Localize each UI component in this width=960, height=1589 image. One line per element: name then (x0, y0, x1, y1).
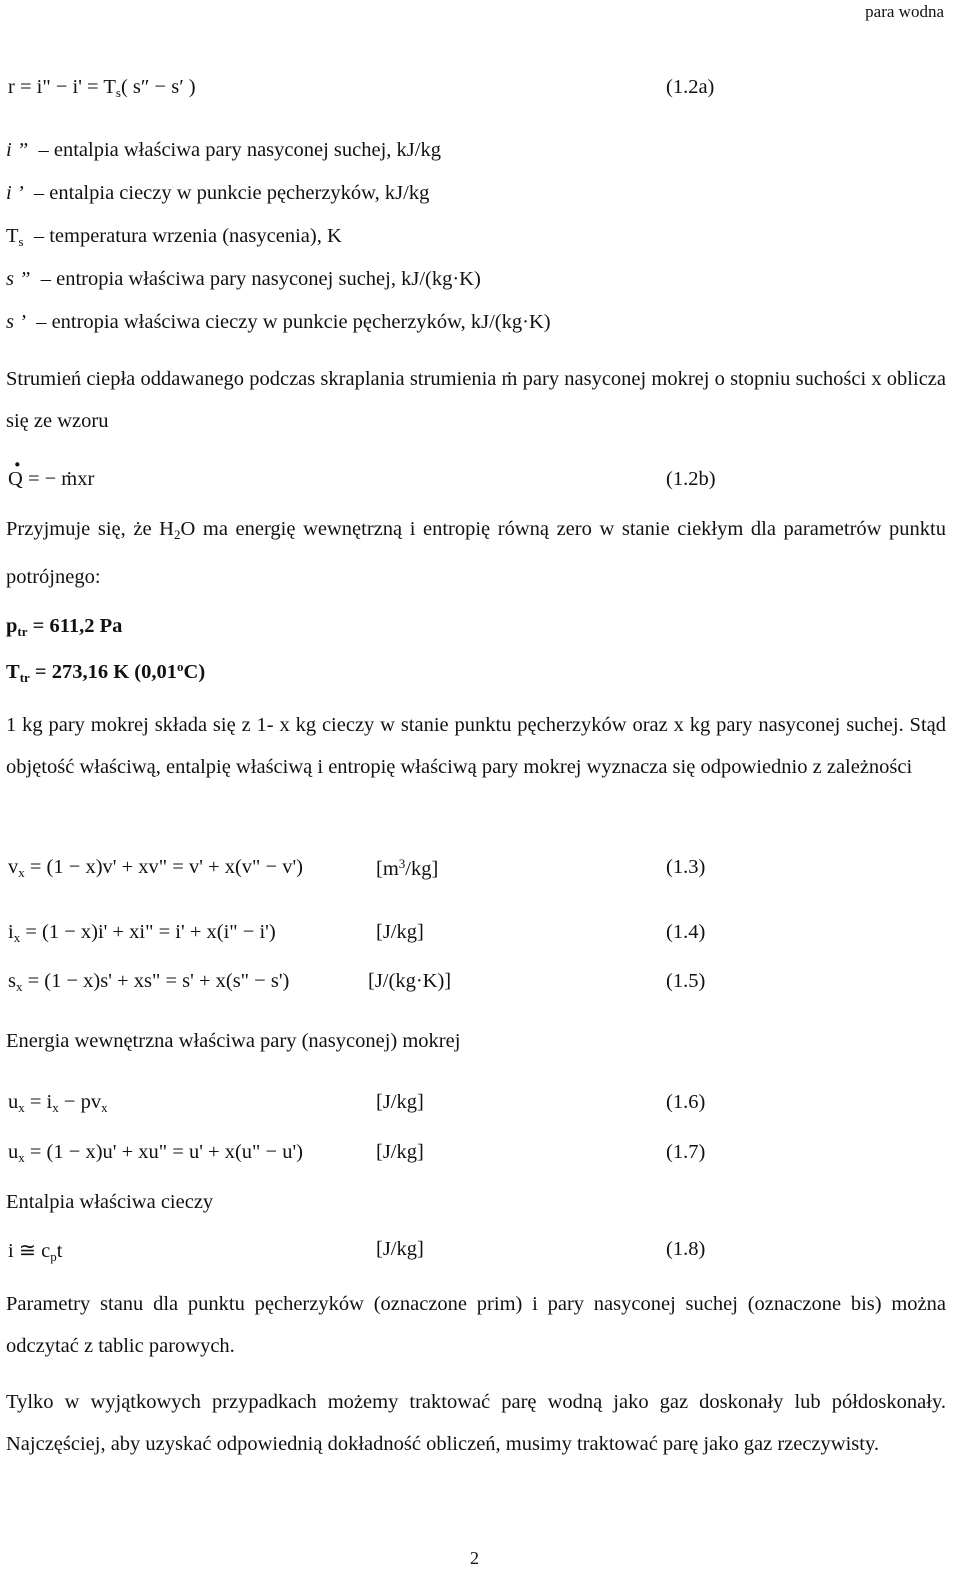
eq-tail-sub: x (101, 1100, 108, 1115)
value-end: C) (183, 661, 206, 683)
running-header: para wodna (865, 2, 944, 21)
triple-point-temperature (6, 659, 205, 686)
equation-number: (1.2a) (666, 76, 715, 98)
definition-symbol: i ’ (6, 182, 24, 204)
definition-symbol: i ” (6, 139, 29, 161)
equation-number: (1.3) (666, 856, 706, 878)
heading-liquid-enthalpy: Entalpia właściwa cieczy (6, 1191, 214, 1213)
definition-row (6, 225, 342, 250)
eq-expr: = (1 − x)v' + xv" = v' + x(v" − v') (24, 856, 303, 878)
eq-lhs: r (8, 76, 15, 98)
equation-unit: [J/kg] (376, 1238, 424, 1260)
eq-symbol: v (8, 856, 19, 878)
value: = 611,2 Pa (27, 615, 123, 637)
eq-expr: = (1 − x)i' + xi" = i' + x(i" − i') (20, 921, 276, 943)
equation-1-5 (8, 970, 289, 995)
definition-symbol: T (6, 225, 19, 247)
equation-number: (1.2b) (666, 468, 716, 490)
eq-lhs: i ≅ c (8, 1240, 51, 1262)
definition-row (6, 139, 441, 162)
definition-text: – entropia właściwa cieczy w punkcie pęcherzyków, kJ/(kg·K) (36, 311, 551, 333)
equation-unit: [J/kg] (376, 921, 424, 943)
triple-point-pressure (6, 615, 122, 640)
eq-sub: x (18, 865, 25, 880)
equation-number: (1.8) (666, 1238, 706, 1260)
equation-number: (1.6) (666, 1091, 706, 1113)
equation-unit: [J/kg] (376, 1141, 424, 1163)
eq-expr: = − ṁxr (22, 468, 95, 490)
eq-expr: = (1 − x)s' + xs" = s' + x(s" − s') (22, 970, 290, 992)
definition-row (6, 311, 551, 334)
equation-1-8 (8, 1238, 62, 1265)
equation-1-3 (8, 856, 303, 881)
equation-1-7 (8, 1141, 303, 1166)
page-number: 2 (470, 1548, 479, 1568)
unit: [m (376, 858, 399, 880)
eq-sub: x (18, 1150, 25, 1165)
eq-lhs: · Q (8, 468, 23, 491)
eq-symbol: i (8, 921, 14, 943)
equation-1-2a (8, 76, 196, 101)
eq-symbol: s (8, 970, 16, 992)
eq-tail: t (56, 1240, 63, 1262)
definition-sub: s (18, 234, 24, 249)
equation-1-6 (8, 1091, 108, 1116)
equation-1-4 (8, 921, 276, 946)
paragraph-wet-steam: 1 kg pary mokrej składa się z 1- x kg cieczy w stanie punktu pęcherzyków oraz x kg pary nasyconej suchej. Stąd objętość właściwą, entalpię właściwą i entropię właściwą pary mokrej wyznacza się odpowiednio z zależności (6, 714, 946, 778)
definition-row (6, 268, 481, 291)
equation-unit: [J/(kg·K)] (368, 970, 452, 992)
subscript: 2 (173, 527, 181, 542)
paragraph-steam-tables: Parametry stanu dla punktu pęcherzyków (oznaczone prim) i pary nasyconej suchej (oznaczone bis) można odczytać z tablic parowych. (6, 1293, 946, 1357)
value: = 273,16 K (0,01 (29, 661, 178, 683)
paragraph-triple-point (6, 508, 946, 598)
symbol: T (6, 661, 20, 683)
definition-text: – entalpia cieczy w punkcie pęcherzyków, kJ/kg (33, 182, 430, 204)
text-run: O ma energię wewnętrzną i entropię równą zero w stanie ciekłym dla parametrów punktu potrójnego: (6, 518, 946, 588)
unit-sup: 3 (398, 856, 406, 871)
paragraph-ideal-gas: Tylko w wyjątkowych przypadkach możemy traktować parę wodną jako gaz doskonały lub półdoskonały. Najczęściej, aby uzyskać odpowiednią dokładność obliczeń, musimy traktować parę jako gaz rzeczywisty. (6, 1391, 946, 1455)
text-run: Przyjmuje się, że H (6, 518, 174, 540)
eq-sub: x (18, 1100, 25, 1115)
definition-text: – temperatura wrzenia (nasycenia), K (33, 225, 342, 247)
eq-symbol: u (8, 1141, 19, 1163)
eq-expr: = i" − i' = T (14, 76, 116, 98)
definition-symbol: s ’ (6, 311, 26, 333)
subscript: tr (17, 624, 28, 639)
eq-sub: s (115, 85, 121, 100)
definition-text: – entalpia właściwa pary nasyconej suchej, kJ/kg (38, 139, 441, 161)
eq-mid: = i (24, 1091, 53, 1113)
eq-tail: − pv (58, 1091, 102, 1113)
equation-number: (1.4) (666, 921, 706, 943)
symbol: p (6, 615, 18, 637)
equation-number: (1.7) (666, 1141, 706, 1163)
definition-row (6, 182, 429, 205)
equation-unit: [J/kg] (376, 1091, 424, 1113)
eq-expr: = (1 − x)u' + xu" = u' + x(u" − u') (24, 1141, 303, 1163)
equation-1-2b (8, 468, 94, 491)
eq-mid-sub: x (52, 1100, 59, 1115)
heading-internal-energy: Energia wewnętrzna właściwa pary (nasyconej) mokrej (6, 1030, 461, 1052)
eq-sub: x (15, 979, 23, 994)
eq-tail: ( s″ − s′ ) (120, 76, 196, 98)
eq-symbol: u (8, 1091, 19, 1113)
equation-unit (376, 856, 438, 881)
eq-sub: p (50, 1249, 57, 1264)
eq-sub: x (13, 930, 21, 945)
degree: o (177, 659, 184, 674)
paragraph-heat-flow: Strumień ciepła oddawanego podczas skraplania strumienia ṁ pary nasyconej mokrej o stopniu suchości x oblicza się ze wzoru (6, 368, 946, 432)
definition-text: – entropia właściwa pary nasyconej suchej, kJ/(kg·K) (40, 268, 481, 290)
subscript: tr (19, 670, 30, 685)
unit-end: /kg] (405, 858, 439, 880)
equation-number: (1.5) (666, 970, 706, 992)
definition-symbol: s ” (6, 268, 31, 290)
